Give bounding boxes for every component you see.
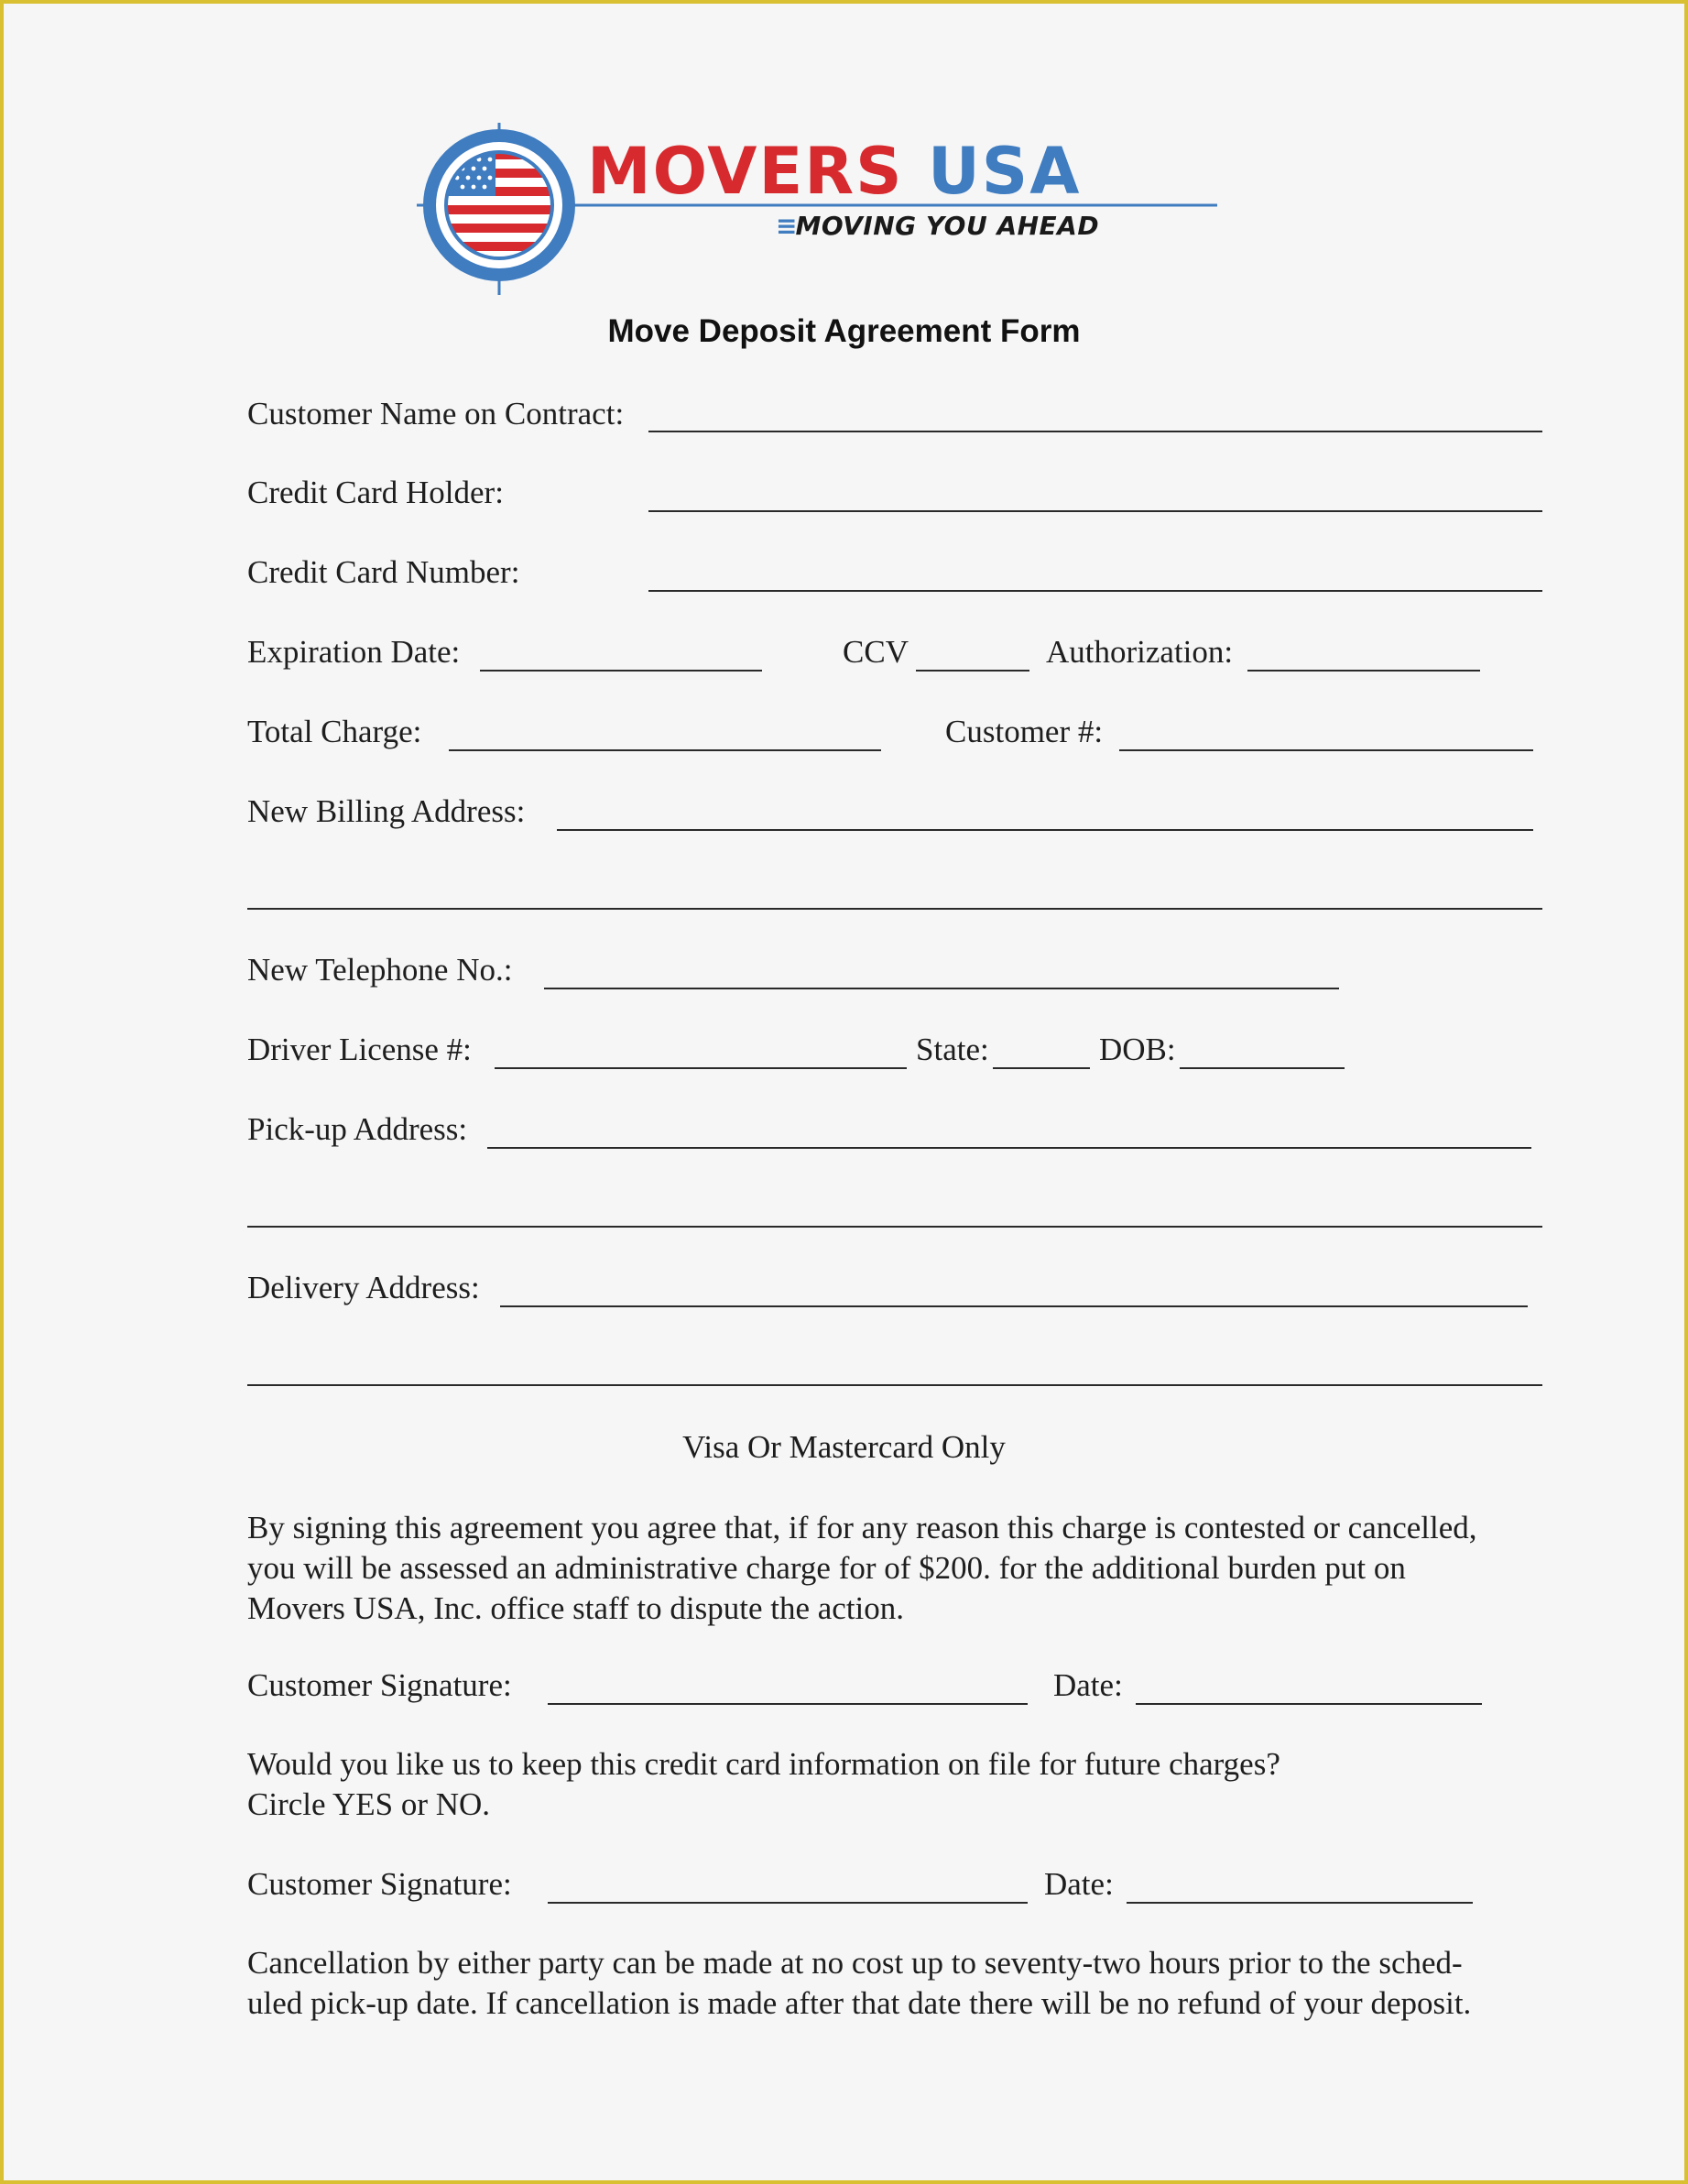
driver-license-label: Driver License #:	[247, 1032, 472, 1067]
cancellation-line: uled pick-up date. If cancellation is made after that date there will be no refund of your deposit.	[247, 1985, 1472, 2021]
telephone-label: New Telephone No.:	[247, 952, 513, 988]
driver-license-line[interactable]	[495, 1067, 907, 1069]
authorization-line[interactable]	[1247, 670, 1480, 672]
pickup-address-line-1[interactable]	[487, 1147, 1531, 1149]
brand-word-usa: USA	[927, 134, 1082, 209]
form-title: Move Deposit Agreement Form	[607, 313, 1081, 349]
slogan	[776, 213, 1099, 239]
agreement-line: you will be assessed an administrative charge for of $200. for the additional burden put on	[247, 1550, 1406, 1586]
state-line[interactable]	[993, 1067, 1090, 1069]
dob-label: DOB:	[1099, 1032, 1176, 1067]
pickup-address-label: Pick-up Address:	[247, 1111, 468, 1147]
delivery-address-label: Delivery Address:	[247, 1270, 480, 1305]
customer-number-label: Customer #:	[945, 714, 1104, 749]
card-number-label: Credit Card Number:	[247, 554, 520, 590]
customer-signature-2-label: Customer Signature:	[247, 1866, 512, 1902]
delivery-address-line-1[interactable]	[500, 1305, 1528, 1307]
speed-bars-icon: ≡	[776, 211, 796, 241]
customer-name-label: Customer Name on Contract:	[247, 396, 625, 431]
agreement-line: By signing this agreement you agree that, if for any reason this charge is contested or cancelled,	[247, 1510, 1477, 1545]
signature-1-date-label: Date:	[1053, 1667, 1123, 1703]
customer-signature-1-line[interactable]	[548, 1703, 1028, 1705]
dob-line[interactable]	[1180, 1067, 1345, 1069]
slogan-text: MOVING YOU AHEAD	[795, 211, 1100, 241]
telephone-line[interactable]	[544, 988, 1339, 989]
billing-address-line-2[interactable]	[247, 908, 1542, 910]
card-holder-line[interactable]	[648, 510, 1542, 512]
state-label: State:	[916, 1032, 989, 1067]
cancellation-paragraph	[247, 1943, 1548, 2024]
total-charge-line[interactable]	[449, 749, 881, 751]
customer-signature-2-line[interactable]	[548, 1902, 1028, 1904]
form-page	[4, 4, 1684, 2180]
expiration-label: Expiration Date:	[247, 634, 461, 670]
signature-1-date-line[interactable]	[1136, 1703, 1482, 1705]
card-type-note: Visa Or Mastercard Only	[682, 1429, 1006, 1465]
billing-address-line-1[interactable]	[557, 829, 1533, 831]
agreement-paragraph	[247, 1508, 1548, 1629]
billing-address-label: New Billing Address:	[247, 793, 526, 829]
expiration-line[interactable]	[480, 670, 762, 672]
customer-number-line[interactable]	[1119, 749, 1533, 751]
brand-word-movers: MOVERS	[587, 134, 904, 209]
ccv-label: CCV	[843, 634, 909, 670]
agreement-line: Movers USA, Inc. office staff to dispute the action.	[247, 1590, 905, 1626]
brand-name	[587, 134, 1082, 209]
signature-2-date-line[interactable]	[1127, 1902, 1473, 1904]
keep-on-file-question	[247, 1744, 1548, 1825]
cancellation-line: Cancellation by either party can be made at no cost up to seventy-two hours prior to the sched-	[247, 1945, 1463, 1981]
keep-on-file-line: Would you like us to keep this credit card information on file for future charges?	[247, 1746, 1280, 1782]
customer-signature-1-label: Customer Signature:	[247, 1667, 512, 1703]
signature-2-date-label: Date:	[1044, 1866, 1114, 1902]
total-charge-label: Total Charge:	[247, 714, 422, 749]
keep-on-file-line: Circle YES or NO.	[247, 1786, 491, 1822]
pickup-address-line-2[interactable]	[247, 1226, 1542, 1228]
delivery-address-line-2[interactable]	[247, 1384, 1542, 1386]
card-holder-label: Credit Card Holder:	[247, 475, 504, 510]
authorization-label: Authorization:	[1046, 634, 1234, 670]
customer-name-line[interactable]	[648, 431, 1542, 432]
movers-usa-logo	[411, 121, 1217, 304]
card-number-line[interactable]	[648, 590, 1542, 592]
ccv-line[interactable]	[916, 670, 1029, 672]
